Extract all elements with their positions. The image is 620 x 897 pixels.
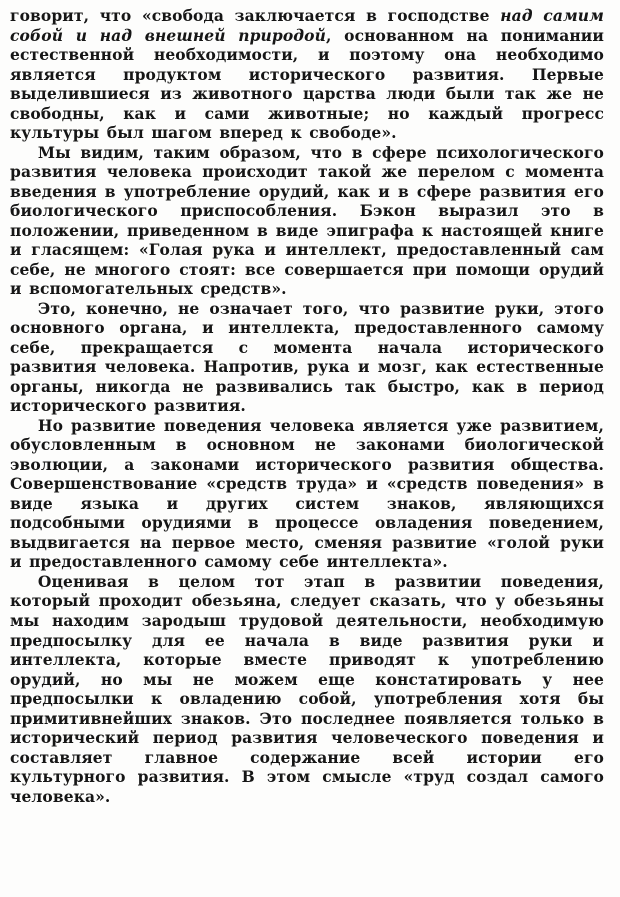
paragraph [10,6,604,143]
page-text [10,6,604,806]
body-text: Мы видим, таким образом, что в сфере психологического развития человека происходит такой же перелом с момента введения в употребление орудий, как и в сфере развития его биологического приспособления. Бэкон выразил это в положении, приведенном в виде эпиграфа к настоящей книге и гласящем: «Голая рука и интеллект, предоставленный сам себе, не многого стоят: все совершается при помощи орудий и вспомогательных средств». [10,142,604,299]
body-text: , основанном на понимании естественной необходимости, и поэтому она необходимо является продуктом исторического развития. Первые выделившиеся из животного царства люди были так же не свободны, как и сами животные; но каждый прогресс культуры был шагом вперед к свободе». [10,25,605,143]
body-text: Это, конечно, не означает того, что развитие руки, этого основного органа, и интеллекта, предоставленного самому себе, прекращается с момента начала исторического развития человека. Напротив, рука и мозг, как естественные органы, никогда не развивались так быстро, как в период исторического развития. [10,298,604,416]
paragraph [10,299,604,416]
paragraph [10,143,604,299]
body-text: Но развитие поведения человека является уже развитием, обусловленным в основном не законами биологической эволюции, а законами исторического развития общества. Совершенствование «средств труда» и «средств поведения» в виде языка и других систем знаков, являющихся подсобными орудиями в процессе овладения поведением, выдвигается на первое место, сменяя развитие «голой руки и предоставленного самому себе интеллекта». [10,415,604,572]
paragraph [10,572,604,806]
emphasized-text: над самим собой и над внешней природой [10,6,604,45]
body-text: говорит, что «свобода заключается в господстве [10,6,501,25]
body-text: Оценивая в целом тот этап в развитии поведения, который проходит обезьяна, следует сказать, что у обезьяны мы находим зародыш трудовой деятельности, необходимую предпосылку для ее начала в виде развития руки и интеллекта, которые вместе приводят к употреблению орудий, но мы не можем еще констатировать у нее предпосылки к овладению собой, употребления хотя бы примитивнейших знаков. Это последнее появляется только в исторический период развития человеческого поведения и составляет главное содержание всей истории его культурного развития. В этом смысле «труд создал самого человека». [10,571,604,806]
paragraph [10,416,604,572]
